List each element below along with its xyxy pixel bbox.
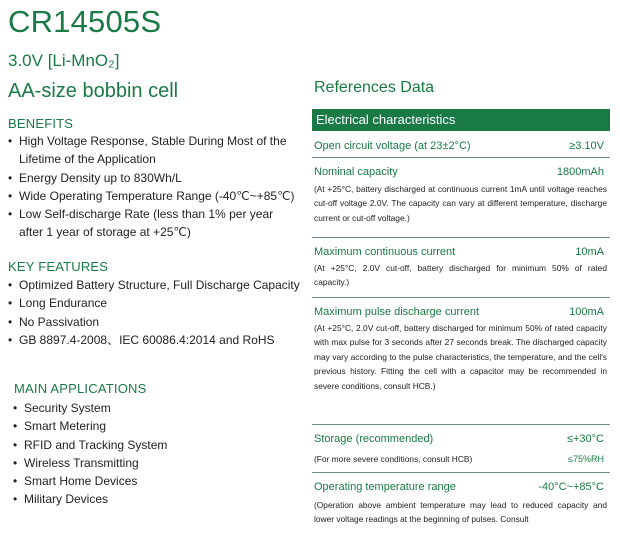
key-features-list [8,276,303,349]
bullet-icon: • [8,134,13,148]
spec-label: Storage (recommended) [314,433,434,445]
list-item [8,205,298,242]
bullet-icon: • [8,314,13,329]
list-item [8,169,298,187]
spec-label: Maximum pulse discharge current [314,306,480,318]
bullet-icon: • [8,332,13,347]
feature-text: Optimized Battery Structure, Full Discharge Capacity [19,278,300,292]
benefits-list [8,132,298,242]
spec-row-max-pulse-discharge-current [314,305,607,415]
list-item [13,436,273,454]
spec-label: Operating temperature range [314,481,456,493]
spec-note: (For more severe conditions, consult HCB) [314,454,473,464]
divider [312,472,610,473]
divider [312,297,610,298]
spec-note: (At +25°C, 2.0V cut-off, battery discharged for minimum 50% of rated capacity.) [314,263,607,288]
key-features-heading: KEY FEATURES [8,259,109,274]
spec-value: -40°C~+85°C [538,481,604,493]
list-item [8,294,303,312]
application-text: Military Devices [24,492,109,507]
product-cell-type: AA-size bobbin cell [8,80,179,102]
list-item [8,313,303,331]
spec-value: ≥3.10V [569,140,604,152]
feature-text: GB 8897.4-2008、IEC 60086.4:2014 and RoHS [19,332,275,347]
spec-row-open-circuit-voltage [314,139,604,155]
benefits-heading: BENEFITS [8,116,74,131]
benefit-text: High Voltage Response, Stable During Most of the Lifetime of the Application [19,134,287,167]
spec-row-operating-temperature [314,480,607,535]
applications-list [13,399,273,509]
benefit-text: Low Self-discharge Rate (less than 1% per year after 1 year of storage at +25℃) [19,207,274,240]
bullet-icon: • [13,401,18,415]
divider [312,424,610,425]
list-item [8,276,303,294]
spec-note: (At +25°C, battery discharged at continuous current 1mA until voltage reaches cut-off voltage 2.0V. The capacity can vary at different temperature, discharge current or cut-off voltage.) [314,184,607,223]
references-title: References Data [314,79,435,96]
product-chemistry: 3.0V [Li-MnO₂] [8,51,120,70]
list-item [13,454,273,472]
divider [312,237,610,238]
list-item [13,399,273,417]
bullet-icon: • [8,170,13,185]
spec-label: Nominal capacity [314,166,398,178]
bullet-icon: • [13,474,18,489]
spec-row-storage [314,432,604,468]
spec-note: (At +25°C, 2.0V cut-off, battery discharged for minimum 50% of rated capacity with max pulse for 3 seconds after 27 seconds break. The discharged capacity may vary according to the pulse characteristics, the temperature, and the cell's previous history. Fitting the cell with a capacitor may be recommended in severe conditions, consult HCB.) [314,323,607,391]
spec-row-max-continuous-current [314,245,607,295]
bullet-icon: • [13,419,18,434]
spec-value: 100mA [569,306,604,318]
spec-label: Open circuit voltage (at 23±2°C) [314,140,471,152]
bullet-icon: • [13,492,18,507]
application-text: Wireless Transmitting [24,455,139,470]
benefit-text: Wide Operating Temperature Range (-40℃~+85℃) [19,188,295,203]
bullet-icon: • [8,278,13,292]
spec-note-value: ≤75%RH [568,454,604,464]
spec-value: ≤+30°C [566,433,604,445]
applications-heading: MAIN APPLICATIONS [14,381,147,396]
application-text: Smart Metering [24,419,107,434]
list-item [8,187,298,205]
list-item [13,490,273,508]
feature-text: No Passivation [19,314,100,329]
list-item [8,132,298,169]
bullet-icon: • [8,296,13,311]
feature-text: Long Endurance [19,296,108,311]
list-item [8,331,303,349]
spec-value: 10mA [575,246,604,258]
bullet-icon: • [13,455,18,470]
list-item [13,472,273,490]
bullet-icon: • [13,437,18,452]
spec-value: 1800mAh [556,166,604,178]
divider [312,157,610,158]
bullet-icon: • [8,188,13,203]
spec-row-nominal-capacity [314,165,607,235]
application-text: Security System [24,401,111,415]
spec-note: (Operation above ambient temperature may lead to reduced capacity and lower voltage readings at the beginning of pulses. Consult [314,500,607,525]
application-text: RFID and Tracking System [24,437,168,452]
benefit-text: Energy Density up to 830Wh/L [19,170,182,185]
list-item [13,417,273,435]
application-text: Smart Home Devices [24,474,138,489]
bullet-icon: • [8,207,13,222]
product-title: CR14505S [8,4,162,39]
electrical-characteristics-bar: Electrical characteristics [312,109,610,131]
spec-label: Maximum continuous current [314,246,456,258]
